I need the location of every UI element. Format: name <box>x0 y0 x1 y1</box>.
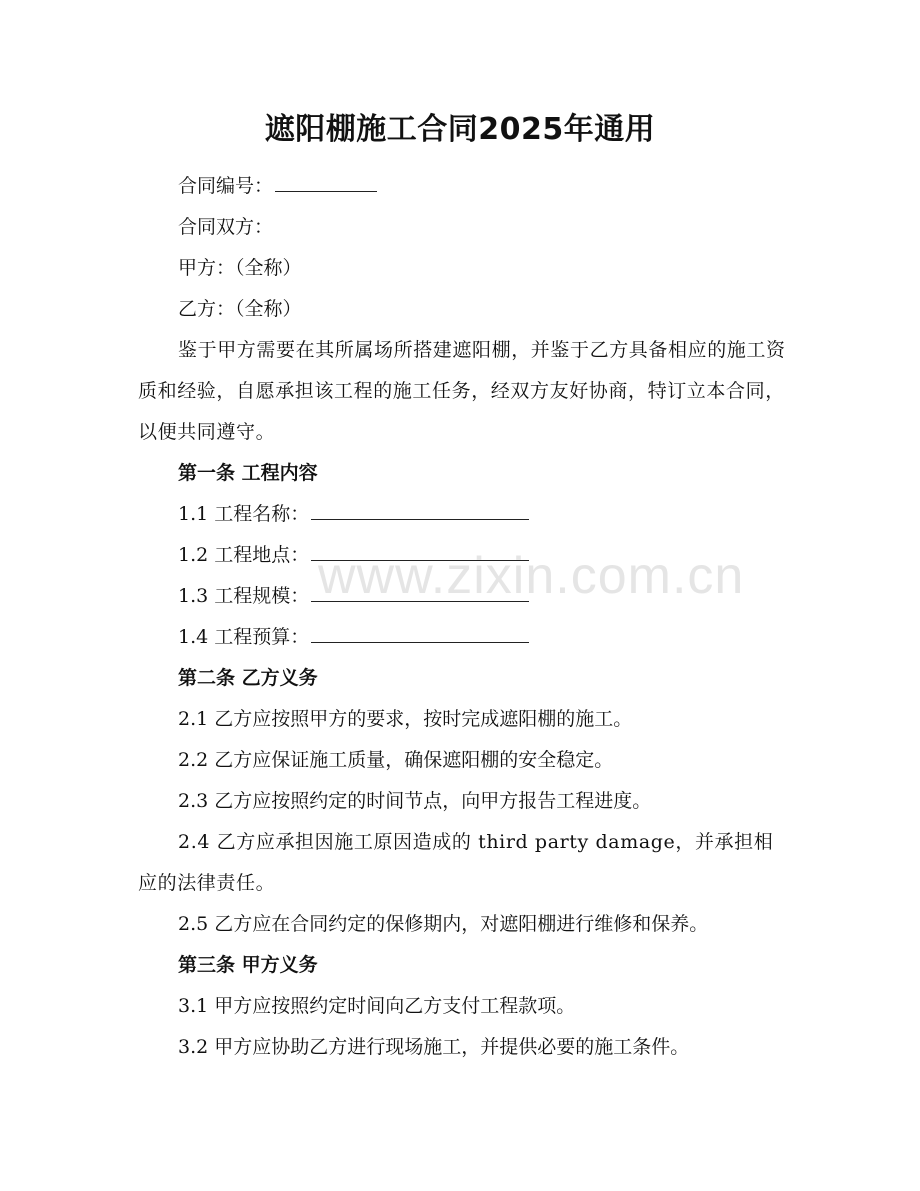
article-3-item: 3.2 甲方应协助乙方进行现场施工，并提供必要的施工条件。 <box>178 1036 690 1058</box>
article-1-item <box>138 535 788 576</box>
parties-label: 合同双方： <box>178 216 274 238</box>
contract-number-blank <box>275 169 377 192</box>
party-a-line: 甲方：（全称） <box>178 257 302 279</box>
fill-blank <box>311 579 529 602</box>
article-2-item: 2.5 乙方应在合同约定的保修期内，对遮阳棚进行维修和保养。 <box>178 913 709 935</box>
item-label: 1.4 工程预算： <box>178 626 310 648</box>
preamble-paragraph: 鉴于甲方需要在其所属场所搭建遮阳棚，并鉴于乙方具备相应的施工资质和经验，自愿承担该工程的施工任务，经双方友好协商，特订立本合同，以便共同遵守。 <box>138 339 786 443</box>
article-2-item: 2.3 乙方应按照约定的时间节点，向甲方报告工程进度。 <box>178 790 652 812</box>
article-3-item: 3.1 甲方应按照约定时间向乙方支付工程款项。 <box>178 995 576 1017</box>
article-1-item <box>138 617 788 658</box>
watermark: www.zixin.com.cn <box>318 547 745 605</box>
article-2-item: 2.2 乙方应保证施工质量，确保遮阳棚的安全稳定。 <box>178 749 614 771</box>
item-label: 1.2 工程地点： <box>178 544 310 566</box>
article-2-heading: 第二条 乙方义务 <box>178 667 318 689</box>
fill-blank <box>311 620 529 643</box>
article-1-item <box>138 494 788 535</box>
item-label: 1.1 工程名称： <box>178 503 310 525</box>
article-3-heading: 第三条 甲方义务 <box>178 954 318 976</box>
document-title: 遮阳棚施工合同2025年通用 <box>264 112 656 147</box>
document-body <box>138 166 788 1068</box>
fill-blank <box>311 497 529 520</box>
item-label: 1.3 工程规模： <box>178 585 310 607</box>
contract-number-label: 合同编号： <box>178 175 274 197</box>
fill-blank <box>311 538 529 561</box>
contract-number-line <box>138 166 788 207</box>
party-b-line: 乙方：（全称） <box>178 298 302 320</box>
article-2-item: 2.4 乙方应承担因施工原因造成的 third party damage，并承担相应的法律责任。 <box>138 831 774 894</box>
article-1-item <box>138 576 788 617</box>
article-2-item: 2.1 乙方应按照甲方的要求，按时完成遮阳棚的施工。 <box>178 708 633 730</box>
article-1-heading: 第一条 工程内容 <box>178 462 318 484</box>
